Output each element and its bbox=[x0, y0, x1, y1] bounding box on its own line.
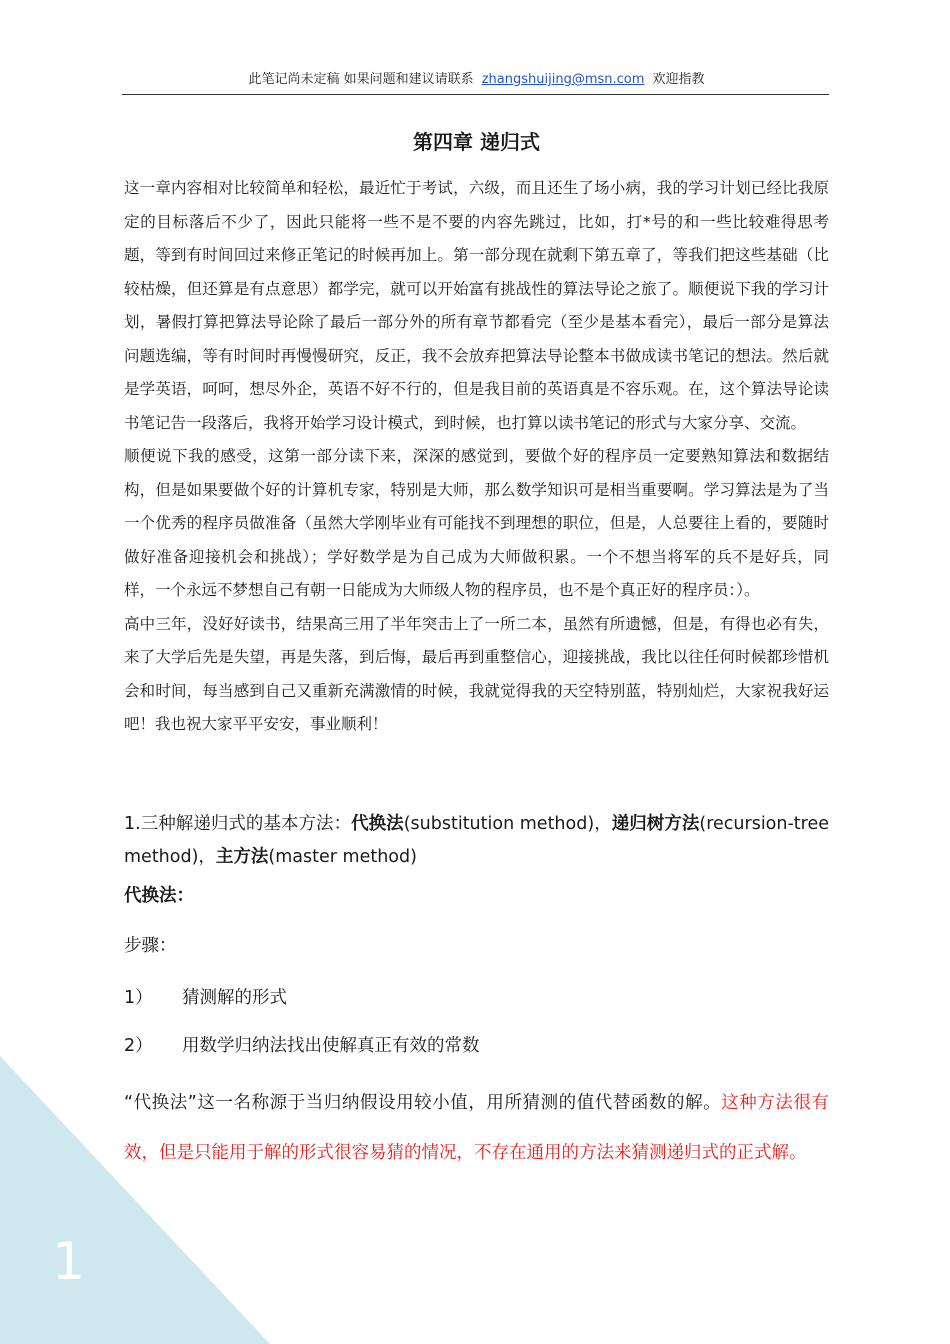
intro-text bbox=[124, 172, 829, 742]
step-text: 猜测解的形式 bbox=[182, 988, 287, 1008]
header-note: 此笔记尚未定稿 如果问题和建议请联系 bbox=[248, 72, 474, 87]
step-item bbox=[124, 1032, 480, 1057]
corner-triangle bbox=[0, 1056, 270, 1344]
method-2-name: 递归树方法 bbox=[611, 814, 700, 834]
methods-prefix: 1.三种解递归式的基本方法： bbox=[124, 814, 352, 834]
step-number: 1） bbox=[124, 988, 153, 1008]
explain-text: “代换法”这一名称源于当归纳假设用较小值，用所猜测的值代替函数的解。 bbox=[124, 1093, 722, 1113]
page-number: 1 bbox=[52, 1232, 86, 1292]
explain-highlight: 这种方法很有效，但是只能用于解的形式很容易猜的情况，不存在通用的方法来猜测递归式的正式解。 bbox=[124, 1093, 829, 1163]
paragraph-1: 这一章内容相对比较简单和轻松，最近忙于考试，六级，而且还生了场小病，我的学习计划已经比我原定的目标落后不少了，因此只能将一些不是不要的内容先跳过，比如，打*号的和一些比较难得思考题，等到有时间回过来修正笔记的时候再加上。第一部分现在就剩下第五章了，等我们把这些基础（比较枯燥，但还算是有点意思）都学完，就可以开始富有挑战性的算法导论之旅了。顺便说下我的学习计划，暑假打算把算法导论除了最后一部分外的所有章节都看完（至少是基本看完），最后一部分是算法问题选编，等有时间时再慢慢研究，反正，我不会放弃把算法导论整本书做成读书笔记的想法。然后就是学英语，呵呵，想尽外企，英语不好不行的，但是我目前的英语真是不容乐观。在，这个算法导论读书笔记告一段落后，我将开始学习设计模式，到时候，也打算以读书笔记的形式与大家分享、交流。 bbox=[124, 179, 829, 432]
step-number: 2） bbox=[124, 1036, 153, 1056]
corner-decoration bbox=[0, 1056, 270, 1344]
steps-label: 步骤： bbox=[124, 936, 177, 956]
chapter-title: 第四章 递归式 bbox=[413, 130, 540, 154]
paragraph-3: 高中三年，没好好读书，结果高三用了半年突击上了一所二本，虽然有所遗憾，但是，有得也必有失，来了大学后先是失望，再是失落，到后悔，最后再到重整信心，迎接挑战，我比以往任何时候都珍惜机会和时间，每当感到自己又重新充满激情的时候，我就觉得我的天空特别蓝，特别灿烂，大家祝我好运吧！我也祝大家平平安安，事业顺利！ bbox=[124, 614, 829, 733]
method-1-en: (substitution method)， bbox=[403, 814, 612, 834]
step-item bbox=[124, 984, 287, 1009]
method-1-name: 代换法 bbox=[351, 814, 404, 834]
email-link[interactable]: zhangshuijing@msn.com bbox=[481, 72, 645, 87]
method-3-en: (master method) bbox=[268, 847, 417, 867]
header-suffix: 欢迎指教 bbox=[652, 72, 705, 87]
methods-line bbox=[124, 808, 829, 874]
step-text: 用数学归纳法找出使解真正有效的常数 bbox=[182, 1036, 480, 1056]
header-divider bbox=[122, 94, 829, 95]
substitution-heading: 代换法： bbox=[124, 886, 194, 906]
method-3-name: 主方法 bbox=[215, 847, 269, 867]
page-header bbox=[124, 68, 829, 87]
method-2-en: (recursion-tree method)， bbox=[124, 814, 829, 867]
paragraph-2: 顺便说下我的感受，这第一部分读下来，深深的感觉到，要做个好的程序员一定要熟知算法和数据结构，但是如果要做个好的计算机专家，特别是大师，那么数学知识可是相当重要啊。学习算法是为了当一个优秀的程序员做准备（虽然大学刚毕业有可能找不到理想的职位，但是，人总要往上看的，要随时做好准备迎接机会和挑战）；学好数学是为自己成为大师做积累。一个不想当将军的兵不是好兵，同样，一个永远不梦想自己有朝一日能成为大师级人物的程序员，也不是个真正好的程序员：）。 bbox=[124, 447, 829, 599]
